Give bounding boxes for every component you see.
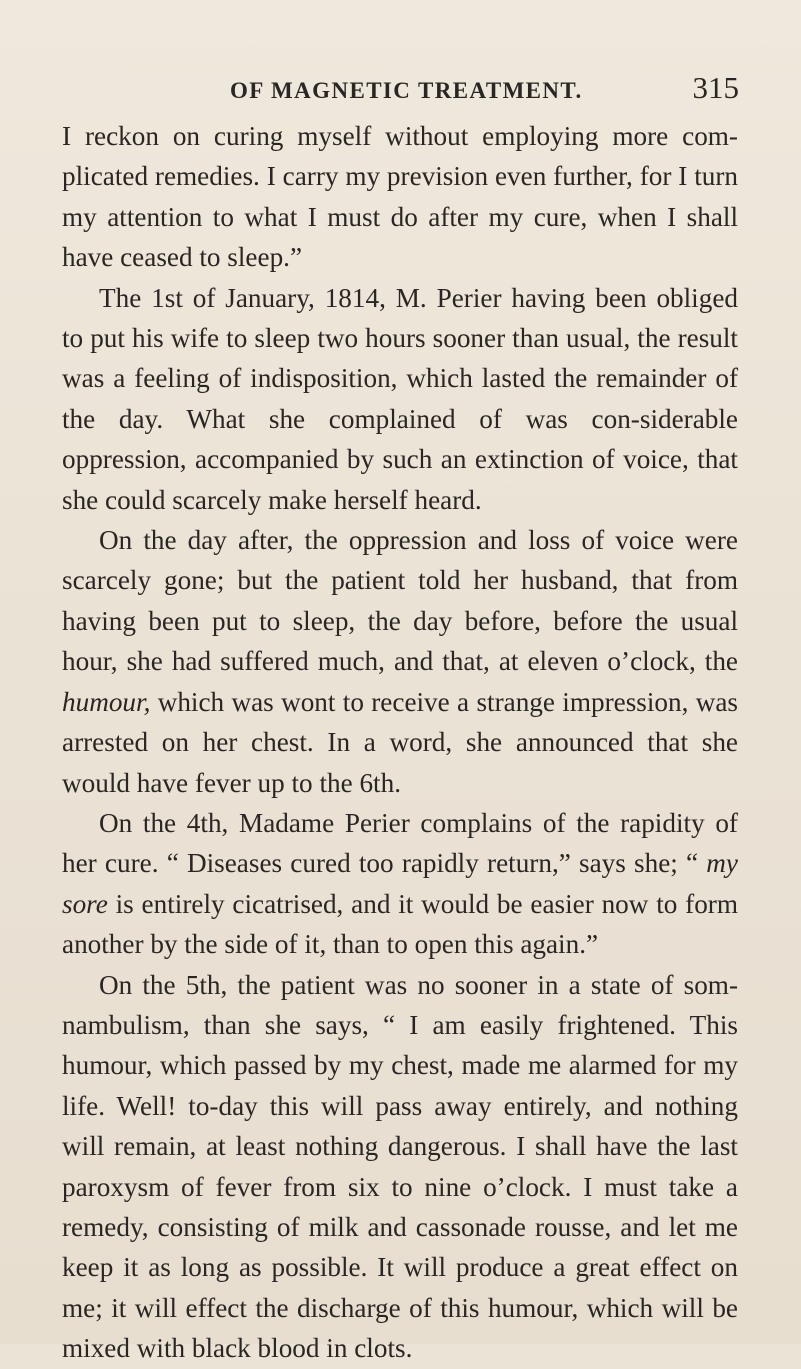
paragraph-3 — [62, 520, 738, 803]
page-number: 315 — [692, 70, 739, 105]
paragraph-4 — [62, 803, 738, 965]
page-header — [62, 72, 739, 108]
paragraph-4-text-after: is entirely cicatrised, and it would be easier now to form another by the side of it, than to open this again.” — [62, 888, 738, 960]
paragraph-5: On the 5th, the patient was no sooner in a state of som-nambulism, than she says, “ I am easily frightened. This humour, which passed by my chest, made me alarmed for my life. Well! to-day this will pass away entirely, and nothing will remain, at least nothing dangerous. I shall have the last paroxysm of fever from six to nine o’clock. I must take a remedy, consisting of milk and cassonade rousse, and let me keep it as long as possible. It will produce a great effect on me; it will effect the discharge of this humour, which will be mixed with black blood in clots. — [62, 969, 738, 1364]
paragraph-4-text-before: On the 4th, Madame Perier complains of the rapidity of her cure. “ Diseases cured too rapidly return,” says she; “ — [62, 807, 738, 879]
paragraph-3-text-after: which was wont to receive a strange impression, was arrested on her chest. In a word, she announced that she would have fever up to the 6th. — [62, 686, 738, 798]
paragraph-4-italic: my sore — [62, 848, 738, 919]
paragraph-1: I reckon on curing myself without employing more com-plicated remedies. I carry my prevision even further, for I turn my attention to what I must do after my cure, when I shall have ceased to sleep.” — [62, 121, 738, 273]
paragraph-3-text-before: On the day after, the oppression and loss of voice were scarcely gone; but the patient told her husband, that from having been put to sleep, the day before, before the usual hour, she had suffered much, and that, at eleven o’clock, the — [62, 525, 738, 677]
running-head: OF MAGNETIC TREATMENT. — [230, 78, 583, 103]
paragraph-3-italic: humour, — [62, 686, 151, 717]
body-text — [62, 116, 738, 1369]
paragraph-2: The 1st of January, 1814, M. Perier having been obliged to put his wife to sleep two hours sooner than usual, the result was a feeling of indisposition, which lasted the remainder of the day. What she complained of was con-siderable oppression, accompanied by such an extinction of voice, that she could scarcely make herself heard. — [62, 282, 738, 515]
